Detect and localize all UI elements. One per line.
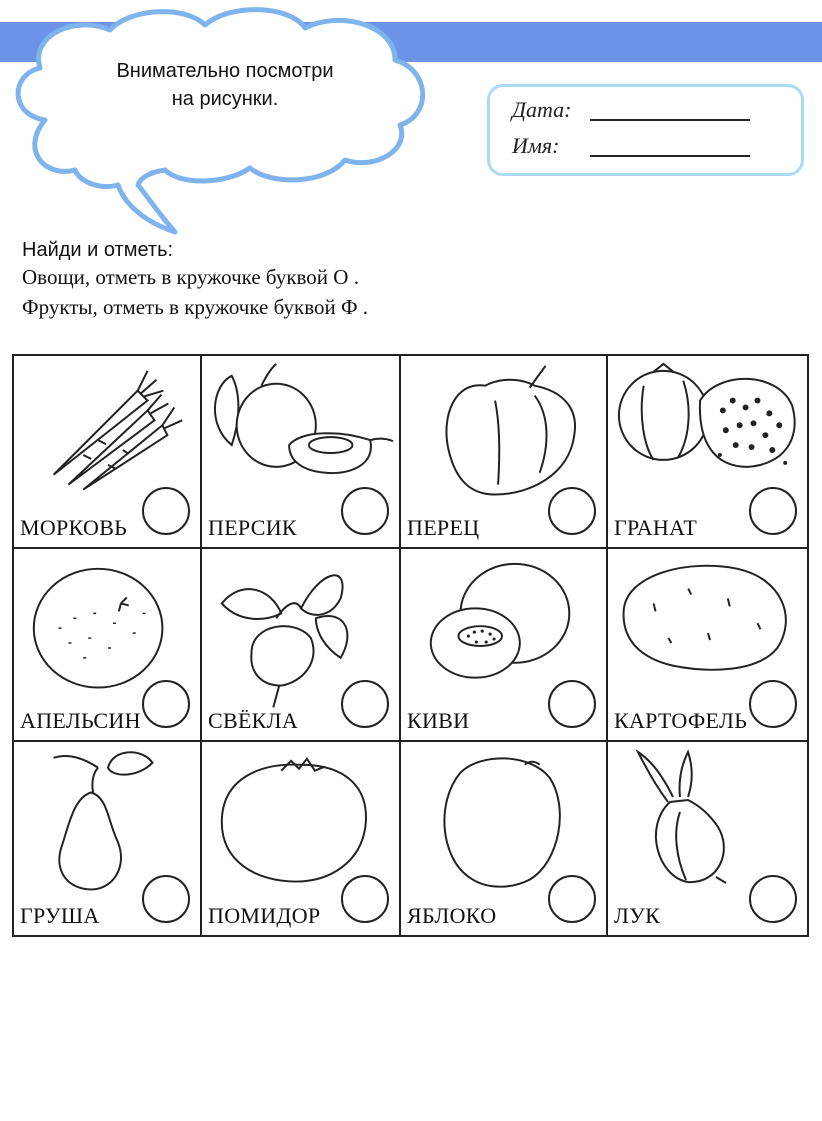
answer-circle[interactable] <box>749 875 797 923</box>
cell-peach <box>202 356 401 549</box>
answer-circle[interactable] <box>341 487 389 535</box>
instruction-line3: Фрукты, отметь в кружочке буквой Ф . <box>22 295 369 319</box>
cell-pear <box>14 742 202 935</box>
cloud-text-line1: Внимательно посмотри <box>116 60 334 82</box>
cell-onion <box>608 742 807 935</box>
answer-circle[interactable] <box>142 487 190 535</box>
item-label: КИВИ <box>407 708 470 733</box>
date-field[interactable] <box>590 119 750 121</box>
answer-circle[interactable] <box>142 875 190 923</box>
cell-pepper <box>401 356 608 549</box>
answer-circle[interactable] <box>548 487 596 535</box>
answer-circle[interactable] <box>548 875 596 923</box>
answer-circle[interactable] <box>341 875 389 923</box>
instruction-line2: Овощи, отметь в кружочке буквой О . <box>22 265 359 289</box>
answer-circle[interactable] <box>749 487 797 535</box>
answer-circle[interactable] <box>142 680 190 728</box>
instructions <box>22 238 622 322</box>
item-label: ЛУК <box>614 903 661 928</box>
answer-circle[interactable] <box>341 680 389 728</box>
cell-kiwi <box>401 549 608 742</box>
picture-grid <box>12 354 809 937</box>
name-label: Имя: <box>512 133 560 158</box>
cell-tomato <box>202 742 401 935</box>
answer-circle[interactable] <box>749 680 797 728</box>
item-label: ЯБЛОКО <box>407 903 497 928</box>
item-label: АПЕЛЬСИН <box>20 708 141 733</box>
item-label: ГРАНАТ <box>614 515 698 540</box>
cloud-text-line2: на рисунки. <box>171 88 279 110</box>
date-name-box <box>487 84 804 176</box>
answer-circle[interactable] <box>548 680 596 728</box>
item-label: КАРТОФЕЛЬ <box>614 708 748 733</box>
thought-cloud <box>0 0 440 240</box>
item-label: ПОМИДОР <box>208 903 321 928</box>
item-label: ПЕРСИК <box>208 515 297 540</box>
item-label: ГРУША <box>20 903 100 928</box>
cell-carrot <box>14 356 202 549</box>
name-field[interactable] <box>590 155 750 157</box>
cell-orange <box>14 549 202 742</box>
item-label: СВЁКЛА <box>208 708 299 733</box>
cell-pomegranate <box>608 356 807 549</box>
date-label: Дата: <box>512 97 572 122</box>
cell-potato <box>608 549 807 742</box>
cell-beet <box>202 549 401 742</box>
cell-apple <box>401 742 608 935</box>
name-row <box>512 133 782 163</box>
cloud-text <box>60 57 390 113</box>
instruction-line1: Найди и отметь: <box>22 239 174 261</box>
item-label: ПЕРЕЦ <box>407 515 480 540</box>
date-row <box>512 97 782 127</box>
item-label: МОРКОВЬ <box>20 515 128 540</box>
